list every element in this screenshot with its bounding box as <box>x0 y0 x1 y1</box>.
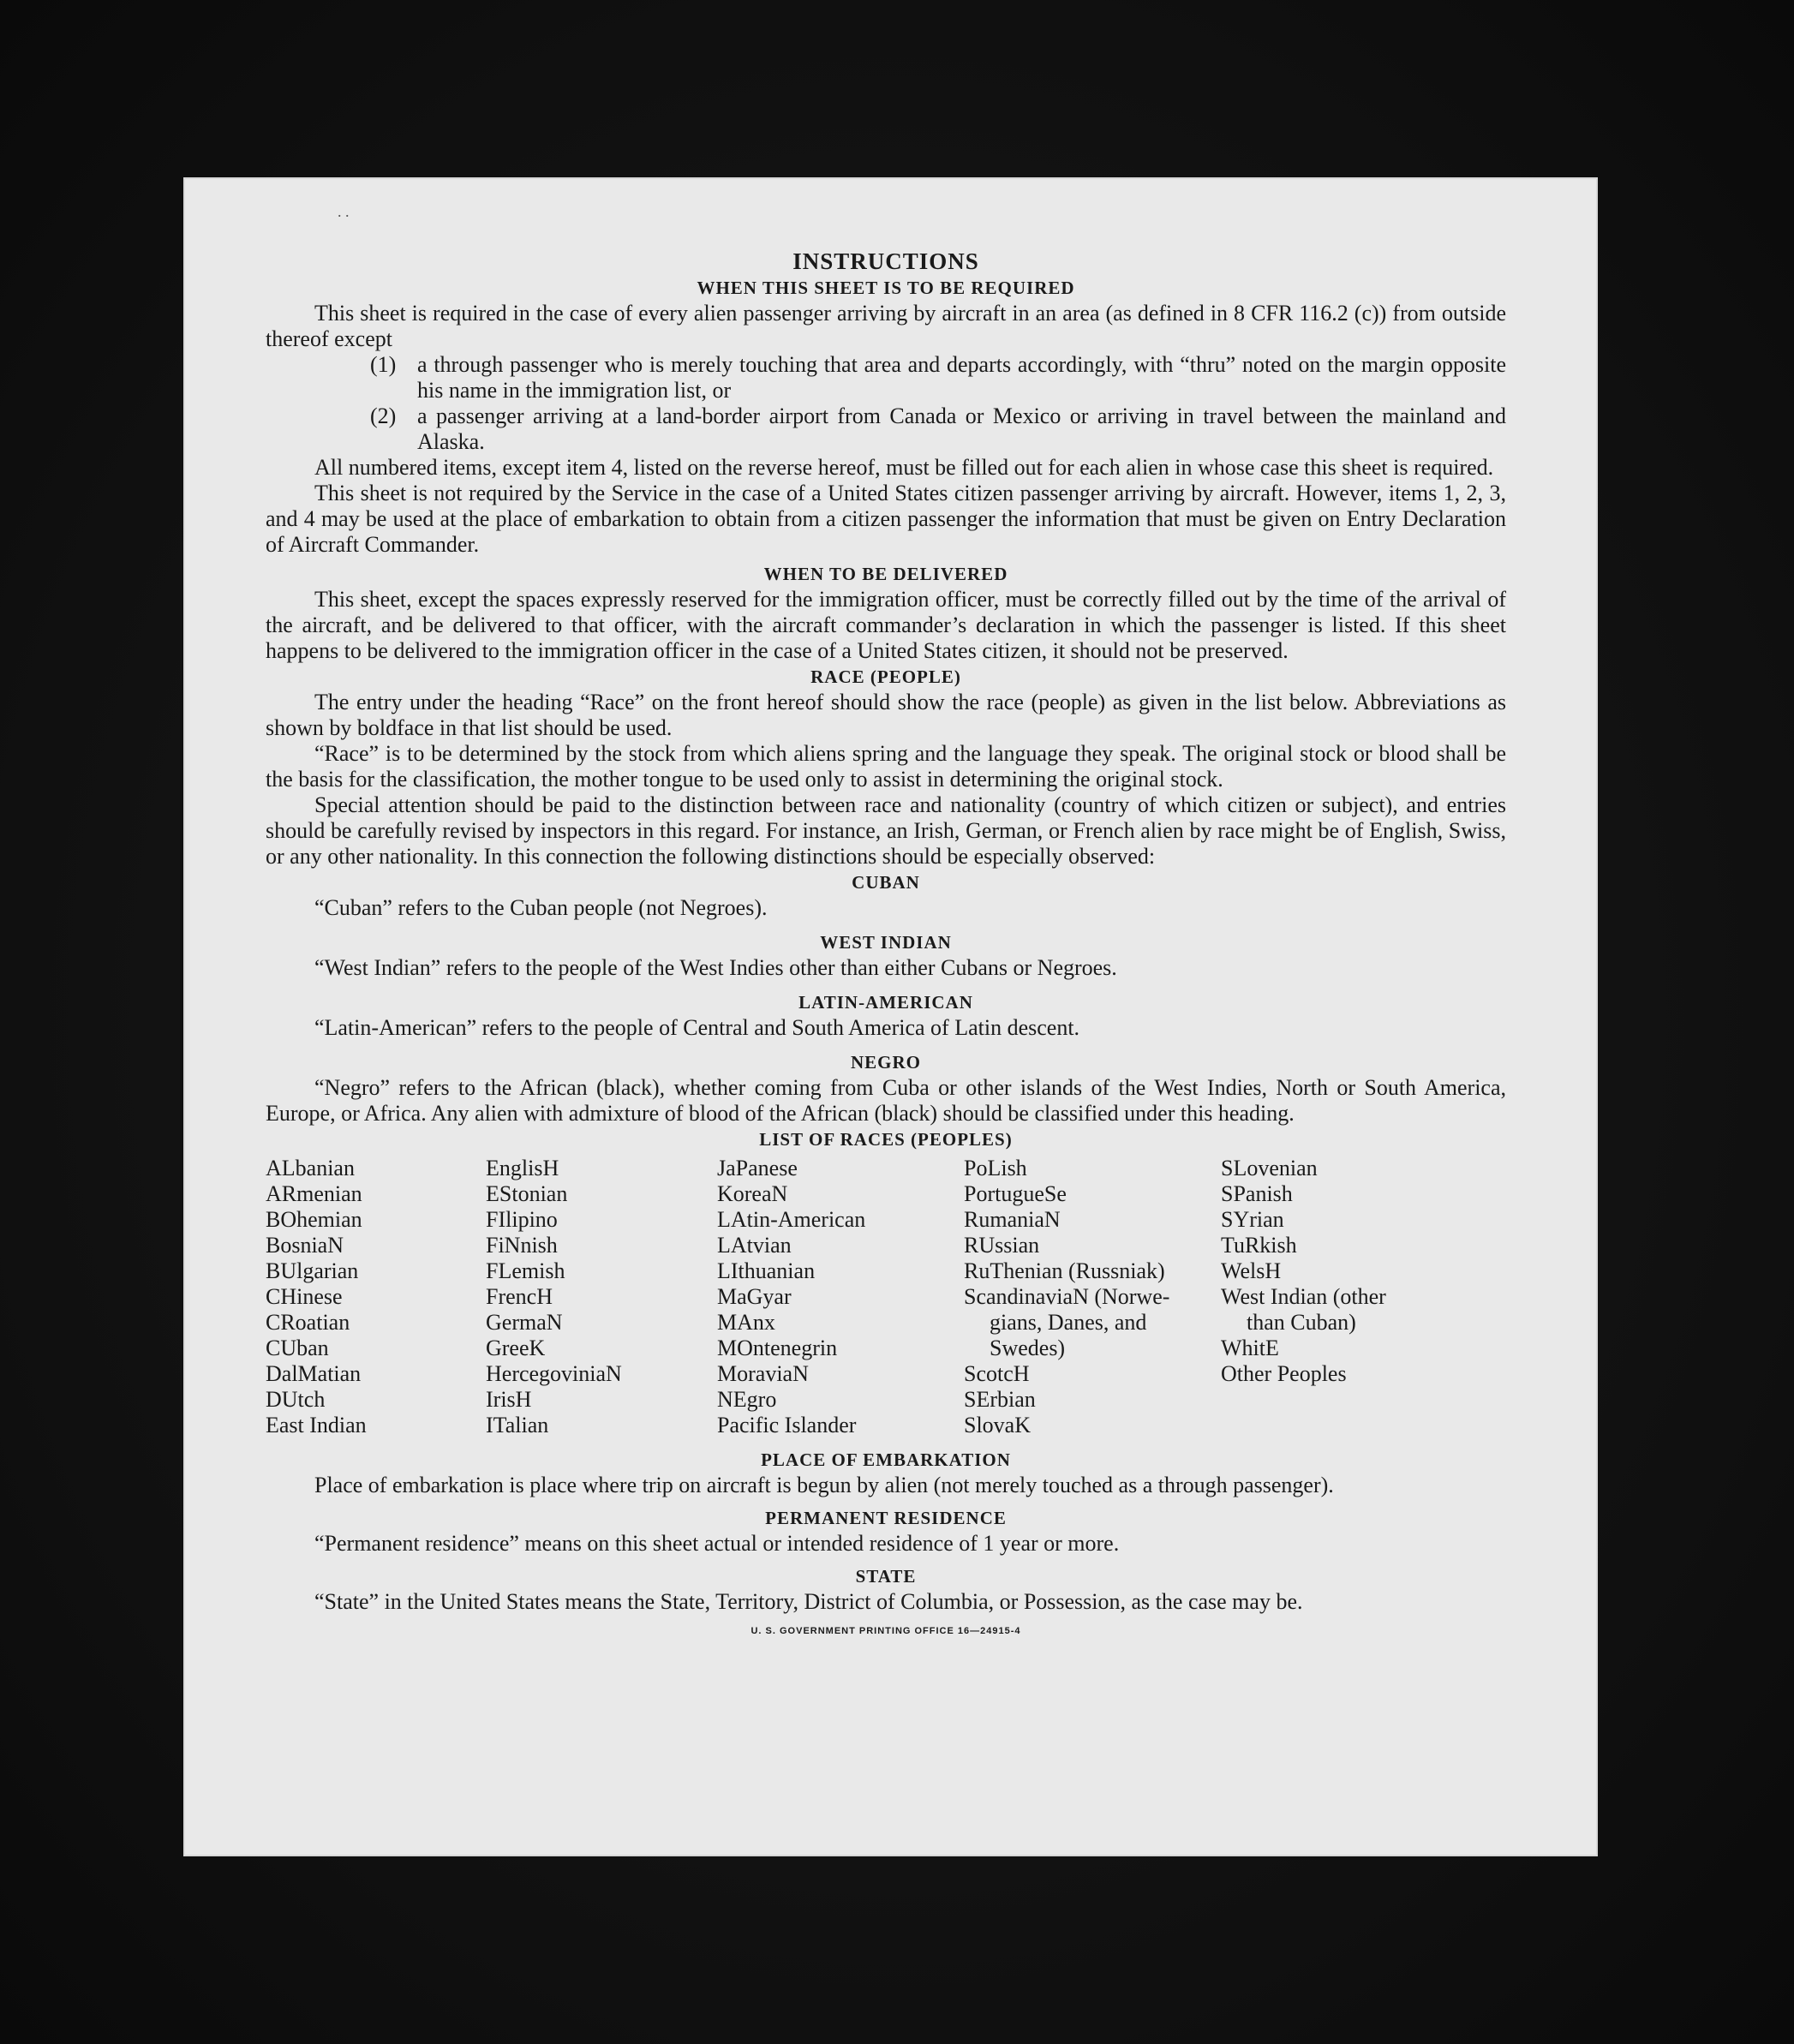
race-entry: CUban <box>266 1336 329 1360</box>
heading-embarkation: PLACE OF EMBARKATION <box>761 1449 1011 1470</box>
race-entry-continued: Swedes) <box>990 1336 1066 1360</box>
race-entry-continued: gians, Danes, and <box>990 1310 1147 1335</box>
race-entry: LAtvian <box>717 1233 792 1258</box>
race-entry: SLovenian <box>1221 1156 1318 1180</box>
race-entry: SYrian <box>1221 1207 1284 1232</box>
race-entry: FiNnish <box>486 1233 558 1258</box>
race-entry: TuRkish <box>1221 1233 1297 1258</box>
race-entry: WelsH <box>1221 1258 1282 1283</box>
embarkation-text: Place of embarkation is place where trip on aircraft is begun by alien (not merely touched as a through passenger). <box>314 1473 1334 1497</box>
printer-imprint: U. S. GOVERNMENT PRINTING OFFICE 16—24915-4 <box>750 1626 1021 1636</box>
race-entry: SPanish <box>1221 1181 1293 1206</box>
race-entry: ScandinaviaN (Norwe- <box>964 1284 1170 1309</box>
item-text: a through passenger who is merely touching that area and departs accordingly, with “thru” noted on the margin opposite his name in the immigration list, or <box>417 352 1506 403</box>
race-entry: WhitE <box>1221 1336 1279 1360</box>
race-paragraph-1: The entry under the heading “Race” on the front hereof should show the race (people) as given in the list below. Abbreviations as shown by boldface in that list should be used. <box>266 690 1506 740</box>
race-entry: FrencH <box>486 1284 553 1309</box>
race-entry: GreeK <box>486 1336 546 1360</box>
item-number: (1) <box>370 352 397 377</box>
when-delivered-text: This sheet, except the spaces expressly reserved for the immigration officer, must be correctly filled out by the time of the arrival of the aircraft, and be delivered to that officer, with the aircraft commander’s declaration in which the passenger is listed. If this sheet happens to be delivered to the immigration officer in the case of a United States citizen, it should not be preserved. <box>266 587 1506 663</box>
race-entry: ARmenian <box>266 1181 362 1206</box>
race-column-4 <box>964 1156 1221 1438</box>
race-paragraph-2: “Race” is to be determined by the stock from which aliens spring and the language they speak. The original stock or blood shall be the basis for the classification, the mother tongue to be used only to assist in determining the original stock. <box>266 741 1506 792</box>
race-entry: MaGyar <box>717 1284 792 1309</box>
cuban-text: “Cuban” refers to the Cuban people (not Negroes). <box>314 895 768 920</box>
latin-american-text: “Latin-American” refers to the people of Central and South America of Latin descent. <box>314 1015 1080 1040</box>
race-entry: MoraviaN <box>717 1361 809 1386</box>
race-entry: FIlipino <box>486 1207 558 1232</box>
race-entry: DalMatian <box>266 1361 362 1386</box>
item-text: a passenger arriving at a land-border airport from Canada or Mexico or arriving in travel between the mainland and Alaska. <box>417 403 1506 454</box>
race-entry: RuThenian (Russniak) <box>964 1258 1165 1283</box>
instructions-body <box>266 248 1506 1644</box>
heading-west-indian: WEST INDIAN <box>820 932 952 953</box>
race-column-1 <box>266 1156 486 1438</box>
race-entry: KoreaN <box>717 1181 788 1206</box>
heading-race: RACE (PEOPLE) <box>810 666 961 687</box>
race-entry: CHinese <box>266 1284 343 1309</box>
heading-cuban: CUBAN <box>852 872 920 893</box>
state-text: “State” in the United States means the State, Territory, District of Columbia, or Possession, as the case may be. <box>314 1589 1303 1614</box>
negro-text: “Negro” refers to the African (black), whether coming from Cuba or other islands of the West Indies, North or South America, Europe, or Africa. Any alien with admixture of blood of the African (black) should be classified under this heading. <box>266 1075 1506 1126</box>
exception-item-2 <box>266 403 1506 455</box>
west-indian-text: “West Indian” refers to the people of the West Indies other than either Cubans or Negroes. <box>314 955 1117 980</box>
item-number: (2) <box>370 403 397 428</box>
race-entry: MOntenegrin <box>717 1336 838 1360</box>
heading-when-delivered: WHEN TO BE DELIVERED <box>763 564 1008 584</box>
heading-latin-american: LATIN-AMERICAN <box>798 992 973 1013</box>
heading-list-of-races: LIST OF RACES (PEOPLES) <box>759 1129 1013 1150</box>
race-entry: GermaN <box>486 1310 563 1335</box>
document-page <box>183 177 1598 1856</box>
race-entry: East Indian <box>266 1413 367 1437</box>
race-entry: Pacific Islander <box>717 1413 857 1437</box>
race-entry-continued: than Cuban) <box>1247 1310 1356 1335</box>
race-entry: ALbanian <box>266 1156 355 1180</box>
race-entry: BUlgarian <box>266 1258 359 1283</box>
residence-text: “Permanent residence” means on this sheet actual or intended residence of 1 year or more. <box>314 1531 1120 1556</box>
race-entry: SErbian <box>964 1387 1036 1412</box>
race-column-2 <box>486 1156 717 1438</box>
race-entry: CRoatian <box>266 1310 350 1335</box>
race-column-3 <box>717 1156 964 1438</box>
heading-permanent-residence: PERMANENT RESIDENCE <box>765 1508 1007 1528</box>
race-entry: FLemish <box>486 1258 565 1283</box>
heading-when-required: WHEN THIS SHEET IS TO BE REQUIRED <box>697 278 1075 298</box>
race-entry: ITalian <box>486 1413 549 1437</box>
race-column-5 <box>1221 1156 1506 1438</box>
race-entry: EnglisH <box>486 1156 559 1180</box>
race-entry: SlovaK <box>964 1413 1031 1437</box>
heading-negro: NEGRO <box>850 1052 921 1073</box>
numbered-items-paragraph: All numbered items, except item 4, listed on the reverse hereof, must be filled out for each alien in whose case this sheet is required. <box>314 455 1494 480</box>
page-title: INSTRUCTIONS <box>792 248 979 274</box>
citizen-paragraph: This sheet is not required by the Service in the case of a United States citizen passenger arriving by aircraft. However, items 1, 2, 3, and 4 may be used at the place of embarkation to obtain from a citizen passenger the information that must be given on Entry Declaration of Aircraft Commander. <box>266 481 1506 557</box>
race-entry: PortugueSe <box>964 1181 1067 1206</box>
race-entry: BOhemian <box>266 1207 362 1232</box>
race-entry: JaPanese <box>717 1156 798 1180</box>
race-entry: DUtch <box>266 1387 326 1412</box>
exception-item-1 <box>266 352 1506 403</box>
race-entry: IrisH <box>486 1387 532 1412</box>
race-paragraph-3: Special attention should be paid to the distinction between race and nationality (country of which citizen or subject), and entries should be carefully revised by inspectors in this regard. For instance, an Irish, German, or French alien by race might be of English, Swiss, or any other nationality. In this connection the following distinctions should be especially observed: <box>266 792 1506 869</box>
race-entry: West Indian (other <box>1221 1284 1386 1309</box>
race-entry: EStonian <box>486 1181 568 1206</box>
race-entry: ScotcH <box>964 1361 1030 1386</box>
race-entry: MAnx <box>717 1310 775 1335</box>
race-entry: BosniaN <box>266 1233 344 1258</box>
race-entry: NEgro <box>717 1387 777 1412</box>
race-entry: LIthuanian <box>717 1258 816 1283</box>
race-entry: RumaniaN <box>964 1207 1061 1232</box>
race-entry: PoLish <box>964 1156 1027 1180</box>
race-list-table <box>266 1156 1506 1438</box>
race-entry: RUssian <box>964 1233 1040 1258</box>
heading-state: STATE <box>855 1566 917 1587</box>
race-entry: HercegoviniaN <box>486 1361 622 1386</box>
race-entry: Other Peoples <box>1221 1361 1347 1386</box>
ink-speck: . . <box>338 203 350 220</box>
when-required-intro: This sheet is required in the case of every alien passenger arriving by aircraft in an area (as defined in 8 CFR 116.2 (c)) from outside thereof except <box>266 301 1506 351</box>
race-entry: LAtin-American <box>717 1207 866 1232</box>
